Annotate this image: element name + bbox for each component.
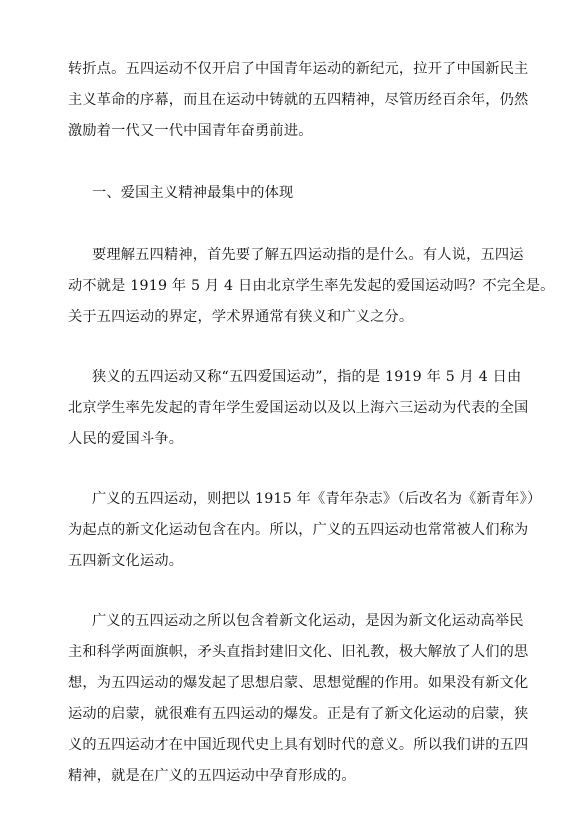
paragraph-2-line-3: 人民的爱国斗争。 bbox=[68, 431, 184, 447]
paragraph-4-line-5: 义的五四运动才在中国近现代史上具有划时代的意义。所以我们讲的五四 bbox=[68, 737, 529, 753]
paragraph-3-line-1: 广义的五四运动，则把以 1915 年《青年杂志》（后改名为《新青年》） bbox=[92, 491, 542, 507]
paragraph-4-line-6: 精神，就是在广义的五四运动中孕育形成的。 bbox=[68, 768, 356, 784]
paragraph-1-line-3: 关于五四运动的界定，学术界通常有狭义和广义之分。 bbox=[68, 309, 414, 325]
paragraph-1-line-1: 要理解五四精神，首先要了解五四运动指的是什么。有人说，五四运 bbox=[92, 247, 524, 263]
paragraph-4-line-4: 运动的启蒙，就很难有五四运动的爆发。正是有了新文化运动的启蒙，狭 bbox=[68, 706, 529, 722]
paragraph-2-line-1: 狭义的五四运动又称“五四爱国运动”，指的是 1919 年 5 月 4 日由 bbox=[92, 369, 522, 385]
paragraph-4-line-3: 想，为五四运动的爆发起了思想启蒙、思想觉醒的作用。如果没有新文化 bbox=[68, 675, 529, 691]
section-heading: 一、爱国主义精神最集中的体现 bbox=[92, 185, 294, 201]
paragraph-1-line-2: 动不就是 1919 年 5 月 4 日由北京学生率先发起的爱国运动吗？不完全是。 bbox=[68, 278, 555, 294]
paragraph-3-line-3: 五四新文化运动。 bbox=[68, 553, 184, 569]
intro-line-3: 激励着一代又一代中国青年奋勇前进。 bbox=[68, 123, 313, 139]
paragraph-4-line-2: 主和科学两面旗帜，矛头直指封建旧文化、旧礼教，极大解放了人们的思 bbox=[68, 644, 529, 660]
intro-line-2: 主义革命的序幕，而且在运动中铸就的五四精神，尽管历经百余年，仍然 bbox=[68, 92, 529, 108]
paragraph-4-line-1: 广义的五四运动之所以包含着新文化运动，是因为新文化运动高举民 bbox=[92, 613, 524, 629]
intro-line-1: 转折点。五四运动不仅开启了中国青年运动的新纪元，拉开了中国新民主 bbox=[68, 61, 529, 77]
paragraph-2-line-2: 北京学生率先发起的青年学生爱国运动以及以上海六三运动为代表的全国 bbox=[68, 400, 529, 416]
paragraph-3-line-2: 为起点的新文化运动包含在内。所以，广义的五四运动也常常被人们称为 bbox=[68, 522, 529, 538]
